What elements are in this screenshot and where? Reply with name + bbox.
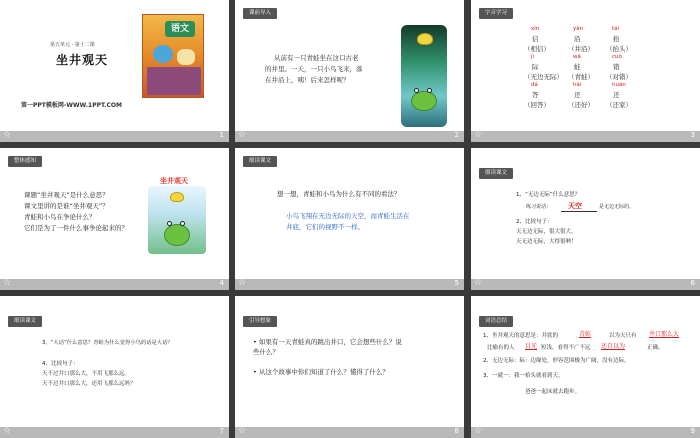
frog-eye [427, 88, 432, 93]
answer-line-1: 小鸟飞翔在无边无际的天空，而青蛙生活在 [286, 212, 410, 220]
star-icon: ☆ [474, 130, 483, 140]
summary-line-2: 2、无边无际：际：边缘处。形容范围极为广阔，没有边际。 [483, 358, 630, 364]
slide-footer [471, 427, 700, 438]
practice-label: 练习说话： [526, 204, 552, 210]
slide-4[interactable] [0, 148, 229, 290]
word: （青蛙） [568, 73, 594, 81]
slide-number: 4 [219, 279, 224, 287]
book-label: 语文 [165, 21, 195, 37]
frog-body [411, 91, 437, 111]
textbook-cover-image [142, 14, 204, 98]
frog-eye [180, 221, 185, 226]
summary-line-1e: 正确。 [647, 345, 664, 351]
character: 还 [613, 91, 620, 99]
pinyin: yán [573, 26, 584, 32]
compare-label: 2、比较句子： [516, 219, 553, 225]
pinyin: dá [531, 82, 538, 88]
compare-line-1: 天不过井口那么大，不用飞那么远。 [42, 371, 131, 377]
bird [417, 33, 433, 45]
slide-number: 6 [690, 279, 695, 287]
star-icon: ☆ [238, 426, 247, 436]
question-line-3: 青蛙和小鸟在争论什么？ [24, 213, 96, 221]
answer-line-2: 井底，它们的视野不一样。 [286, 223, 364, 231]
word: （抬头） [606, 45, 632, 53]
star-icon: ☆ [238, 130, 247, 140]
compare-line-2: 天不过井口那么大，还用飞那么远吗？ [42, 381, 136, 387]
slide-number: 2 [454, 131, 459, 139]
slide-header: 细读课文 [479, 168, 513, 179]
pinyin: huán [612, 82, 626, 88]
character: 际 [532, 63, 539, 71]
word: （井沿） [568, 45, 594, 53]
fill-well-mouth: 井口那么大 [649, 331, 680, 338]
question-text: 想一想，青蛙和小鸟为什么有不同的看法？ [277, 190, 401, 198]
summary-line-3: 3、一就一：我一抬头就看到天。 [483, 373, 564, 379]
word: （相信） [524, 45, 550, 53]
slide-9[interactable] [471, 296, 700, 438]
word: （回答） [524, 101, 550, 109]
slide-5[interactable] [235, 148, 464, 290]
word: （还家） [606, 101, 632, 109]
question-line-1: 3、“大话”什么意思？青蛙为什么觉得小鸟的话是大话？ [42, 340, 173, 346]
question-line-1: 1、“无边无际”什么意思？ [516, 192, 581, 198]
prompt-line-2: 些什么？ [253, 348, 279, 356]
summary-line-1b: 以为天只有 [609, 333, 637, 339]
cover-art-block [147, 67, 201, 95]
slide-number: 1 [219, 131, 224, 139]
slide-footer [0, 427, 229, 438]
bird [170, 192, 184, 202]
story-illustration [148, 186, 206, 254]
slide-number: 3 [690, 131, 695, 139]
fill-answer: 天空 [568, 202, 582, 210]
slide-footer [471, 279, 700, 290]
slide-7[interactable] [0, 296, 229, 438]
slide-footer [235, 131, 464, 142]
slide-2[interactable] [235, 0, 464, 142]
slide-footer [235, 427, 464, 438]
character: 信 [532, 35, 539, 43]
pinyin: tái [612, 26, 620, 32]
question-line-1: 课题“坐井观天”是什么意思？ [24, 191, 109, 199]
fill-still-think: 还自以为 [601, 343, 626, 350]
word: （还好） [568, 101, 594, 109]
pinyin: jì [531, 54, 535, 60]
slide-8[interactable] [235, 296, 464, 438]
compare-line-1: 天无边无际，很大很大。 [516, 229, 577, 235]
character: 沿 [574, 35, 581, 43]
story-line-3: 在井沿上，咦！后来怎样呢？ [265, 76, 350, 84]
slide-header: 细读课文 [8, 316, 42, 327]
fill-underline [561, 211, 597, 212]
unit-label: 第五单元 · 第十二课 [50, 42, 95, 48]
question-line-4: 它们是为了一件什么事争论起来的？ [24, 224, 128, 232]
character: 答 [532, 91, 539, 99]
cover-art-shape [177, 49, 195, 65]
summary-line-1c: 比喻有的人 [487, 345, 515, 351]
prompt-line-3: • 从这个故事中你们知道了什么？懂得了什么？ [253, 368, 389, 376]
slide-number: 5 [454, 279, 459, 287]
compare-line-2: 天无边无际，大得很呐！ [516, 239, 577, 245]
slide-header: 整体感知 [8, 156, 42, 167]
pinyin: hái [573, 82, 582, 88]
star-icon: ☆ [3, 130, 12, 140]
slide-header: 词语总结 [479, 316, 513, 327]
slide-footer [0, 279, 229, 290]
frog-eye [414, 88, 419, 93]
story-line-1: 从前有一只青蛙坐在这口古老 [274, 54, 359, 62]
slide-number: 8 [454, 427, 459, 435]
summary-line-1a: 1、坐井观天的意思是：井底的 [483, 333, 559, 339]
star-icon: ☆ [3, 426, 12, 436]
slide-header: 引导想象 [243, 316, 277, 327]
slide-number: 9 [690, 427, 695, 435]
fill-frog: 青蛙 [579, 331, 592, 338]
frog-eye [167, 221, 172, 226]
compare-label: 4、比较句子： [42, 361, 79, 367]
slide-footer [471, 131, 700, 142]
pinyin: wā [573, 54, 581, 60]
slide-number: 7 [219, 427, 224, 435]
frog-body [164, 224, 190, 246]
star-icon: ☆ [3, 278, 12, 288]
slide-6[interactable] [471, 148, 700, 290]
slide-1[interactable] [0, 0, 229, 142]
word: （对错） [606, 73, 632, 81]
fill-vision: 目光 [525, 343, 538, 350]
prompt-line-1: • 如果有一天青蛙真的跳出井口，它会想些什么？说 [253, 338, 402, 346]
word: （无边无际） [524, 73, 563, 81]
summary-line-1d: 短浅，看得不广不远 [541, 345, 591, 351]
character: 还 [574, 91, 581, 99]
star-icon: ☆ [474, 426, 483, 436]
cover-art-circle [153, 45, 173, 63]
slide-header: 课前导入 [243, 8, 277, 19]
character: 抬 [613, 35, 620, 43]
pinyin: cuò [612, 54, 622, 60]
question-line-2: 课文里讲的是谁“坐井观天”？ [24, 202, 109, 210]
slide-header: 细读课文 [243, 156, 277, 167]
star-icon: ☆ [238, 278, 247, 288]
slide-3[interactable] [471, 0, 700, 142]
well-frog-image [401, 25, 447, 127]
slide-header: 字音学习 [479, 8, 513, 19]
character: 错 [613, 63, 620, 71]
pinyin: xìn [531, 26, 540, 32]
picture-title: 坐井观天 [160, 177, 188, 185]
slide-title: 坐井观天 [56, 53, 109, 67]
star-icon: ☆ [474, 278, 483, 288]
summary-line-4: 爸爸一起床就去跑步。 [525, 389, 581, 395]
character: 蛙 [574, 63, 581, 71]
website-label: 第一PPT模板网-WWW.1PPT.COM [21, 102, 122, 109]
practice-suffix: 是无边无际的。 [599, 204, 635, 210]
slide-footer [0, 131, 229, 142]
slide-footer [235, 279, 464, 290]
story-line-2: 的井里。一天，一只小鸟飞来，落 [265, 65, 363, 73]
